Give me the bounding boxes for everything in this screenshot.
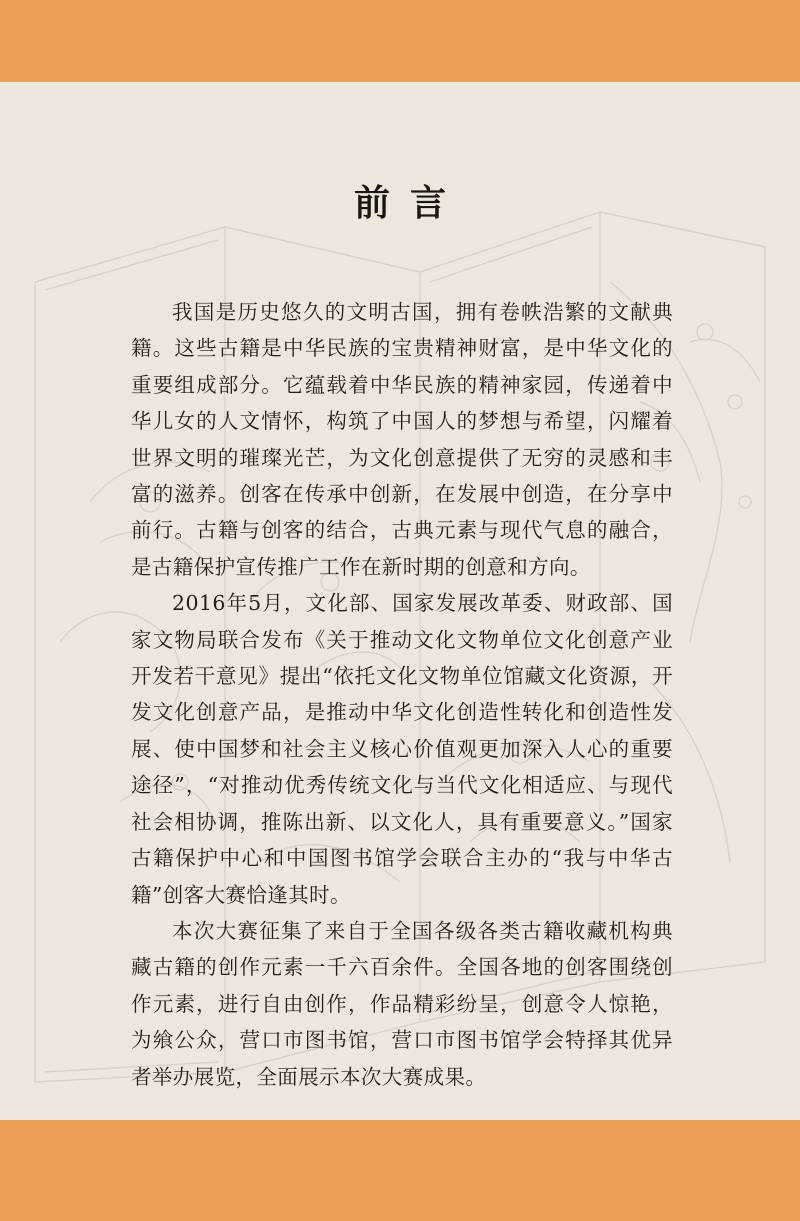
page-title: 前言 <box>353 182 466 224</box>
paragraph-2: 2016年5月，文化部、国家发展改革委、财政部、国家文物局联合发布《关于推动文化文物单位文化创意产业开发若干意见》提出“依托文化文物单位馆藏文化资源，开发文化创意产品，是推动中华文化创造性转化和创造性发展、使中国梦和社会主义核心价值观更加深入人心的重要途径”，“对推动优秀传统文化与当代文化相适应、与现代社会相协调，推陈出新、以文化人，具有重要意义。”国家古籍保护中心和中国图书馆学会联合主办的“我与中华古籍”创客大赛恰逢其时。 <box>131 591 673 907</box>
paragraph-3: 本次大赛征集了来自于全国各级各类古籍收藏机构典藏古籍的创作元素一千六百余件。全国各地的创客围绕创作元素，进行自由创作，作品精彩纷呈，创意令人惊艳，为飨公众，营口市图书馆，营口市图书馆学会特择其优异者举办展览，全面展示本次大赛成果。 <box>131 918 673 1089</box>
top-orange-band <box>0 0 800 82</box>
bottom-orange-band <box>0 1120 800 1221</box>
preface-body <box>131 294 673 1095</box>
paragraph-1: 我国是历史悠久的文明古国，拥有卷帙浩繁的文献典籍。这些古籍是中华民族的宝贵精神财富，是中华文化的重要组成部分。它蕴载着中华民族的精神家园，传递着中华儿女的人文情怀，构筑了中国人的梦想与希望，闪耀着世界文明的璀璨光芒，为文化创意提供了无穷的灵感和丰富的滋养。创客在传承中创新，在发展中创造，在分享中前行。古籍与创客的结合，古典元素与现代气息的融合，是古籍保护宣传推广工作在新时期的创意和方向。 <box>131 300 673 579</box>
